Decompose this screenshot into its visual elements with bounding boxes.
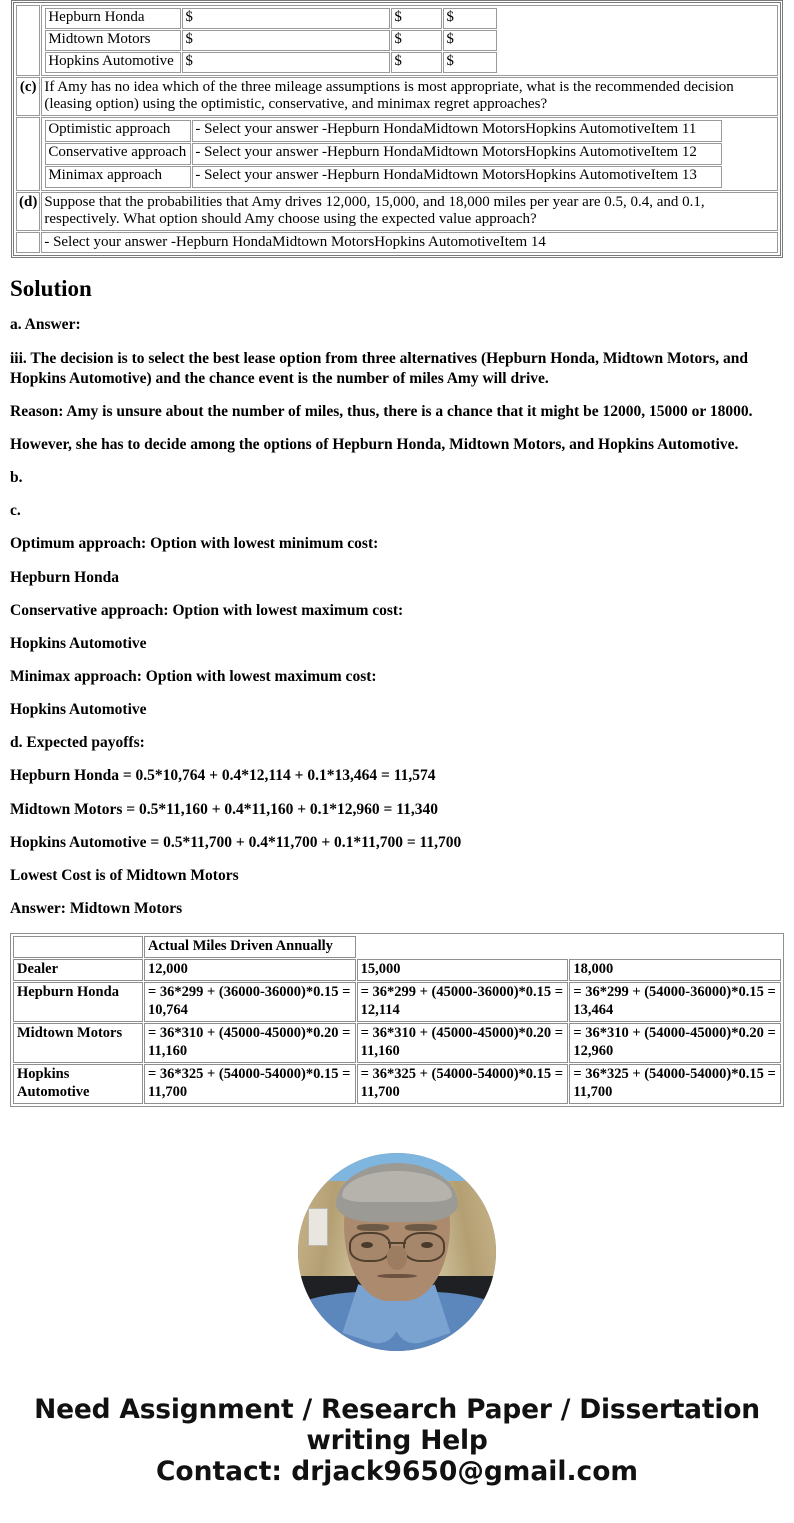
select-optimistic-approach[interactable]: - Select your answer -Hepburn HondaMidtown MotorsHopkins AutomotiveItem 11 bbox=[192, 120, 722, 142]
table-row bbox=[16, 77, 778, 116]
payoff-col-header-18000: 18,000 bbox=[569, 959, 781, 981]
cost-input-grid bbox=[44, 7, 498, 74]
avatar-eyebrow-left bbox=[357, 1224, 389, 1231]
solution-paragraph: c. bbox=[10, 502, 21, 520]
approach-grid-cell bbox=[41, 117, 778, 191]
cost-input-12000[interactable]: $ bbox=[182, 8, 390, 29]
payoff-table-wrapper bbox=[10, 933, 784, 1107]
letter-cell-blank bbox=[16, 5, 40, 76]
table-row bbox=[45, 166, 722, 188]
solution-paragraph: Lowest Cost is of Midtown Motors bbox=[10, 866, 239, 884]
solution-paragraph: Hopkins Automotive = 0.5*11,700 + 0.4*11,700 + 0.1*11,700 = 11,700 bbox=[10, 833, 462, 851]
solution-section bbox=[0, 276, 794, 919]
footer-line-3: Contact: drjack9650@gmail.com bbox=[155, 1456, 639, 1488]
solution-paragraph: Optimum approach: Option with lowest minimum cost: bbox=[10, 535, 379, 553]
solution-paragraph: Answer: Midtown Motors bbox=[10, 899, 183, 917]
approach-label-minimax: Minimax approach bbox=[45, 166, 191, 188]
table-row bbox=[13, 959, 781, 981]
table-row bbox=[16, 232, 778, 253]
cost-input-15000[interactable]: $ bbox=[391, 30, 442, 51]
dealer-label: Hopkins Automotive bbox=[45, 52, 181, 73]
avatar bbox=[298, 1153, 496, 1351]
solution-paragraph: Reason: Amy is unsure about the number of miles, thus, there is a chance that it might be 12000, 15000 or 18000. bbox=[10, 402, 753, 420]
payoff-corner-cell bbox=[13, 936, 143, 958]
letter-cell-blank bbox=[16, 117, 40, 191]
solution-paragraph: Midtown Motors = 0.5*11,160 + 0.4*11,160 + 0.1*12,960 = 11,340 bbox=[10, 800, 438, 818]
payoff-cell: = 36*325 + (54000-54000)*0.15 = 11,700 bbox=[569, 1064, 781, 1104]
dealer-label: Hepburn Honda bbox=[45, 8, 181, 29]
approach-grid bbox=[44, 119, 723, 189]
cost-input-18000[interactable]: $ bbox=[443, 30, 497, 51]
avatar-row bbox=[0, 1153, 794, 1351]
payoff-cell: = 36*299 + (36000-36000)*0.15 = 10,764 bbox=[144, 982, 356, 1022]
payoff-col-header-15000: 15,000 bbox=[357, 959, 569, 981]
solution-paragraph: However, she has to decide among the options of Hepburn Honda, Midtown Motors, and Hopkins Automotive. bbox=[10, 435, 739, 453]
cost-input-15000[interactable]: $ bbox=[391, 52, 442, 73]
solution-heading: Solution bbox=[10, 275, 92, 301]
payoff-cell: = 36*325 + (54000-54000)*0.15 = 11,700 bbox=[144, 1064, 356, 1104]
table-row bbox=[45, 8, 497, 29]
payoff-row-label: Midtown Motors bbox=[13, 1023, 143, 1063]
cost-input-15000[interactable]: $ bbox=[391, 8, 442, 29]
payoff-col-header-12000: 12,000 bbox=[144, 959, 356, 981]
question-table bbox=[15, 4, 779, 254]
table-row bbox=[13, 936, 781, 958]
table-row bbox=[45, 30, 497, 51]
cost-input-18000[interactable]: $ bbox=[443, 52, 497, 73]
dealer-label: Midtown Motors bbox=[45, 30, 181, 51]
avatar-background-switch bbox=[308, 1208, 328, 1246]
payoff-cell: = 36*299 + (54000-36000)*0.15 = 13,464 bbox=[569, 982, 781, 1022]
table-row bbox=[16, 117, 778, 191]
cost-grid-cell bbox=[41, 5, 778, 76]
approach-label-optimistic: Optimistic approach bbox=[45, 120, 191, 142]
payoff-row-label: Hopkins Automotive bbox=[13, 1064, 143, 1104]
cost-input-18000[interactable]: $ bbox=[443, 8, 497, 29]
solution-paragraph: Hepburn Honda = 0.5*10,764 + 0.4*12,114 + 0.1*13,464 = 11,574 bbox=[10, 767, 436, 785]
avatar-glasses-bridge bbox=[388, 1242, 406, 1245]
solution-paragraph: Hepburn Honda bbox=[10, 568, 119, 586]
avatar-nose bbox=[387, 1246, 407, 1270]
footer-line-2: writing Help bbox=[306, 1424, 488, 1456]
payoff-row-label: Hepburn Honda bbox=[13, 982, 143, 1022]
footer-contact-banner bbox=[0, 1395, 794, 1510]
select-conservative-approach[interactable]: - Select your answer -Hepburn HondaMidtown MotorsHopkins AutomotiveItem 12 bbox=[192, 143, 722, 165]
table-row bbox=[13, 1064, 781, 1104]
table-row bbox=[45, 143, 722, 165]
solution-paragraph: Hopkins Automotive bbox=[10, 701, 147, 719]
table-row bbox=[45, 120, 722, 142]
payoff-dealer-header: Dealer bbox=[13, 959, 143, 981]
payoff-cell: = 36*310 + (54000-45000)*0.20 = 12,960 bbox=[569, 1023, 781, 1063]
question-table-wrapper bbox=[11, 0, 783, 258]
payoff-cell: = 36*310 + (45000-45000)*0.20 = 11,160 bbox=[357, 1023, 569, 1063]
select-minimax-approach[interactable]: - Select your answer -Hepburn HondaMidtown MotorsHopkins AutomotiveItem 13 bbox=[192, 166, 722, 188]
table-row bbox=[45, 52, 497, 73]
table-row bbox=[13, 982, 781, 1022]
payoff-spanning-header: Actual Miles Driven Annually bbox=[144, 936, 356, 958]
payoff-table bbox=[12, 935, 782, 1105]
part-c-prompt: If Amy has no idea which of the three mileage assumptions is most appropriate, what is the recommended decision (leasing option) using the optimistic, conservative, and minimax regret approaches? bbox=[41, 77, 778, 116]
solution-paragraph: iii. The decision is to select the best lease option from three alternatives (Hepburn Honda, Midtown Motors, and Hopkins Automotive) and the chance event is the number of miles Amy will drive. bbox=[10, 349, 748, 387]
table-row bbox=[13, 1023, 781, 1063]
avatar-glasses-lens-right bbox=[403, 1232, 445, 1262]
cost-input-12000[interactable]: $ bbox=[182, 30, 390, 51]
solution-paragraph: Minimax approach: Option with lowest maximum cost: bbox=[10, 667, 377, 685]
letter-cell-blank bbox=[16, 232, 40, 253]
footer-line-1: Need Assignment / Research Paper / Dissertation bbox=[34, 1393, 760, 1425]
solution-paragraph: d. Expected payoffs: bbox=[10, 734, 145, 752]
table-row bbox=[16, 192, 778, 231]
part-letter-d: (d) bbox=[16, 192, 40, 231]
table-row bbox=[16, 5, 778, 76]
solution-paragraph: Conservative approach: Option with lowest maximum cost: bbox=[10, 601, 404, 619]
avatar-glasses-lens-left bbox=[349, 1232, 391, 1262]
payoff-cell: = 36*325 + (54000-54000)*0.15 = 11,700 bbox=[357, 1064, 569, 1104]
part-d-prompt: Suppose that the probabilities that Amy drives 12,000, 15,000, and 18,000 miles per year are 0.5, 0.4, and 0.1, respectively. What option should Amy choose using the expected value approach? bbox=[41, 192, 778, 231]
solution-paragraph: b. bbox=[10, 469, 23, 487]
select-expected-value-approach[interactable]: - Select your answer -Hepburn HondaMidtown MotorsHopkins AutomotiveItem 14 bbox=[41, 232, 778, 253]
approach-label-conservative: Conservative approach bbox=[45, 143, 191, 165]
avatar-eyebrow-right bbox=[405, 1224, 437, 1231]
solution-paragraph: a. Answer: bbox=[10, 316, 81, 334]
part-letter-c: (c) bbox=[16, 77, 40, 116]
solution-paragraph: Hopkins Automotive bbox=[10, 634, 147, 652]
payoff-cell: = 36*299 + (45000-36000)*0.15 = 12,114 bbox=[357, 982, 569, 1022]
cost-input-12000[interactable]: $ bbox=[182, 52, 390, 73]
payoff-cell: = 36*310 + (45000-45000)*0.20 = 11,160 bbox=[144, 1023, 356, 1063]
